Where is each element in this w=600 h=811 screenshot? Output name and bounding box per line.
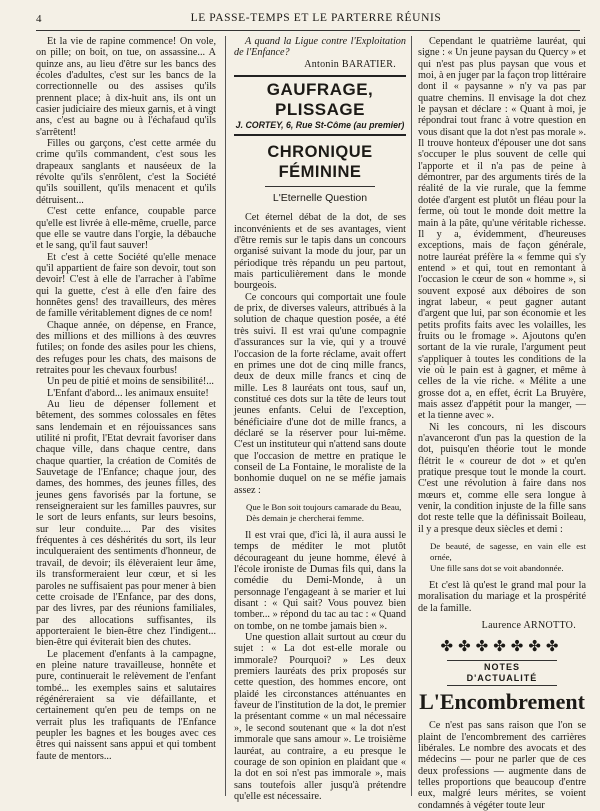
title-rule [265, 186, 375, 187]
paragraph: Chaque année, on dépense, en France, des millions et des millions à des œuvres futiles; on fonde des asiles pour les chiens, des refuges pour les chats, des maisons de retraites pour les chevaux fourbus! [36, 319, 216, 376]
closing-quote: A quand la Ligue contre l'Exploitation de l'Enfance? [234, 36, 406, 59]
paragraph: Cet éternel débat de la dot, de ses inconvénients et de ses avantages, vient d'être remis sur le tapis dans un concours organisé suivant la mode du jour, par un périodique très répandu un peu partout, mais particulièrement dans le monde bourgeois. [234, 212, 406, 292]
verse-line: Que le Bon soit toujours camarade du Beau, [246, 501, 402, 512]
paragraph: Et c'est à cette Société qu'elle menace qu'il appartient de faire son devoir, tout son devoir! C'est à elle de l'arracher à l'abîme qui la guette, c'est à elle d'en faire des honnêtes gens! des travailleurs, des mères de famille véritablement dignes de ce nom! [36, 251, 216, 320]
paragraph: C'est cette enfance, coupable parce qu'elle est livrée à elle-même, cruelle, parce que elle se vautre dans l'orgie, la débauche et le sang, qu'il faut sauver! [36, 206, 216, 252]
column-divider-2 [411, 36, 412, 796]
page-header [36, 12, 576, 28]
column-2 [234, 36, 406, 802]
paragraph: Au lieu de dépenser follement et bêtement, des sommes colossales en fêtes sans lendemain et en réjouissances sans utilité ni profit, l'Etat devrait favoriser dans chaque ville, dans chaque centre, dans chaque quartier, la création de Comités de Sauvetage de l'Enfance; chaque jour, des dames, des hommes, des jeunes filles, des jeunes gens favorisés par la fortune, se renseigneraient sur les familles pauvres, sur le sort de leurs enfants, sur leurs besoins, sur leur conduite.... Par des visites fréquentes à ces déshérités du sort, ils leur inculqueraient des sentiments d'honneur, de travail, de devoir; ils élèveraient leur âme, ils transformeraient leur cœur, et si les paroles ne suffisaient pas pour mener à bien cette croisade de l'Enfance, par des dons, par des livres, par des réunions familiales, par des allocations suffisantes, ils apporteraient le bien-être chez l'indigent... bien-être qui éviterait bien des chutes. [36, 399, 216, 649]
article-signature: Laurence ARNOTTO. [481, 620, 576, 632]
flower-ornament-icon: ✤✤✤✤✤✤✤ [440, 638, 564, 655]
paragraph: Ce concours qui comportait une foule de prix, de diverses valeurs, attribués à la solution de chaque question posée, a été très suivi. Il est vrai qu'une compagnie d'assurances sur la vie, qui y a trouvé l'occasion de la forte réclame, avait offert en primes une dot de cinq mille francs, deux de deux mille francs et cinq de mille. Les 8 lauréats ont tous, sauf un, constitué ces dots sur la tête de leurs tout jeunes enfants. Celui de l'exception, bénéficiaire d'une dot de mille francs, a déclaré se la réserver pour lui-même. C'est un instituteur qui n'attend sans doute que l'occasion de mettre en pratique le conseil de La Fontaine, le moraliste de la bonhomie duquel on ne se méfie jamais assez : [234, 291, 406, 496]
paragraph: Et c'est là qu'est le grand mal pour la moralisation du mariage et la prospérité de la famille. [418, 580, 586, 614]
chronique-title: CHRONIQUE FÉMININE [267, 143, 373, 182]
verse-line: Une fille sans dot se voit abandonnée. [430, 563, 564, 574]
running-title: LE PASSE-TEMPS ET LE PARTERRE RÉUNIS [190, 12, 442, 24]
ad-address: J. CORTEY, 6, Rue St-Côme (au premier) [235, 120, 405, 131]
advertisement [234, 75, 406, 136]
paragraph: Ni les concours, ni les discours n'avanceront d'un pas la question de la dot, puisqu'en théorie tout le monde flétrit le « coureur de dot » et qu'en pratique presque tout le monde la court. C'est une révolution à faire dans nos mœurs et, comme elle sera longue à venir, la condition injuste de la fille sans dot reste telle que la définissait Boileau, il y a presque deux siècles et demi : [418, 421, 586, 535]
notes-label: NOTES D'ACTUALITÉ [447, 660, 557, 687]
verse-line: De beauté, de sagesse, en vain elle est ornée, [430, 541, 586, 563]
verse-line: Dès demain je chercherai femme. [246, 512, 364, 523]
column-3 [418, 36, 586, 811]
paragraph: Ce n'est pas sans raison que l'on se plaint de l'encombrement des carrières libérales. Le nombre des avocats et des médecins — pour ne parler que de ces deux professions — augmente dans de telles proportions que beaucoup d'entre eux, malgré leurs mérites, se voient condamnés à végéter toute leur [418, 720, 586, 811]
paragraph: Et la vie de rapine commence! On vole, on pille; on boit, on tue, on assassine... A quinze ans, au lieu d'être sur les bancs des écoles d'adultes, c'est sur les bancs de la correctionnelle ou des assises qu'ils prennent place; à dix-huit ans, ils ont un casier judiciaire des mieux garnis, et à vingt ans, c'est au bagne ou à l'échafaud qu'ils s'arrêtent! [36, 36, 216, 138]
column-1 [36, 36, 216, 762]
paragraph: Cependant le quatrième lauréat, qui signe : « Un jeune paysan du Quercy » et qui n'est pas plus paysan que vous et moi, à en juger par la façon trop littéraire dont il « paysanne » n'y va pas par quatre chemins. Il envisage la dot chez le paysan et déclare : « Quant à moi, je répondrai tout franc à votre question en vous disant que la dot n'est pas morale ». Il trouve honteux d'épouser une dot sans s'occuper le plus souvent de celle qui l'apporte et il n'a pas de peine à démontrer, par des arguments tirés de la réalité de la vie rurale, que la femme dotée d'argent est plutôt un fléau pour la ferme, où tout le monde doit mettre la main à la pâte, qu'une véritable richesse. Il y a, évidemment, d'heureuses exceptions, mais de façon générale, notre lauréat préfère la « femme qui s'y entend » et qui, tout en remontant à l'occasion le cœur de son « homme », si souvent exposé aux déboires de son ingrat labeur, « peut gagner autant d'argent que lui, par son économie et les petits profits faits avec les volailles, les fruits ou le fromage ». Ajoutons qu'en sortant de la vie rurale, l'argument peut s'appliquer à toutes les conditions de la vie où le pain est à gagner, et même à celles de la vie riche. « Mélite a une grosse dot a, en effet, écrit La Bruyère, mais assez d'appétit pour la manger, — et la tienne avec ». [418, 36, 586, 422]
page-number: 4 [36, 13, 43, 25]
paragraph: Filles ou garçons, c'est cette armée du crime qu'ils commandent, c'est sous les drapeaux sanglants et nauséeux de la révolte qu'ils s'enrôlent, c'est la Société qu'ils souillent, qu'ils menacent et qu'ils détruisent... [36, 138, 216, 206]
paragraph: Une question allait surtout au cœur du sujet : « La dot est-elle morale ou immorale? Pourquoi? » Les deux premiers lauréats des prix proposés sur cette question, des hommes encore, ont plaidé les circonstances atténuantes en faveur de l'institution de la dot, le premier la présentant comme « un mal nécessaire », le second soutenant que « la dot n'est immorale que sans amour ». Le troisième lauréat, au contraire, a eu presque le courage de son opinion en plaidant que « la dot en soi n'est pas immorale », mais sans toutefois aller jusqu'à prétendre qu'elle est nécessaire. [234, 632, 406, 802]
notes-title: L'Encombrement [419, 689, 585, 715]
paragraph: Il est vrai que, d'ici là, il aura aussi le temps de méditer le mot plutôt décourageant du jeune homme, élevé à l'école ironiste de Dumas fils qui, dans la comédie du Demi-Monde, à un personnage l'engageant à se marier et lui disant : « Qui sait? Vous pouvez bien tomber... » répond du tac au tac : « Quand on tombe, on ne tombe jamais bien ». [234, 529, 406, 632]
paragraph: Un peu de pitié et moins de sensibilité!... [47, 376, 214, 388]
paragraph: L'Enfant d'abord... les animaux ensuite! [47, 387, 209, 399]
verse-quote [246, 502, 406, 524]
paragraph: Le placement d'enfants à la campagne, en pleine nature travailleuse, honnête et pure, continuerait le relèvement de l'enfant tombé... les exemples sains et salutaires régénéreraient sa vie défaillante, et certainement qu'en peu de temps on ne verrait plus les trafiquants de l'Enfance peupler les bagnes et les bouges avec ces êtres qui naissent sans appui et qui tombent faute de mentors... [36, 648, 216, 762]
article-signature: Antonin BARATIER. [304, 58, 396, 70]
verse-quote [430, 541, 586, 574]
column-divider-1 [225, 36, 226, 796]
ad-title: GAUFRAGE, PLISSAGE [266, 80, 374, 120]
header-rule [36, 30, 580, 31]
article-subtitle: L'Eternelle Question [272, 192, 368, 205]
